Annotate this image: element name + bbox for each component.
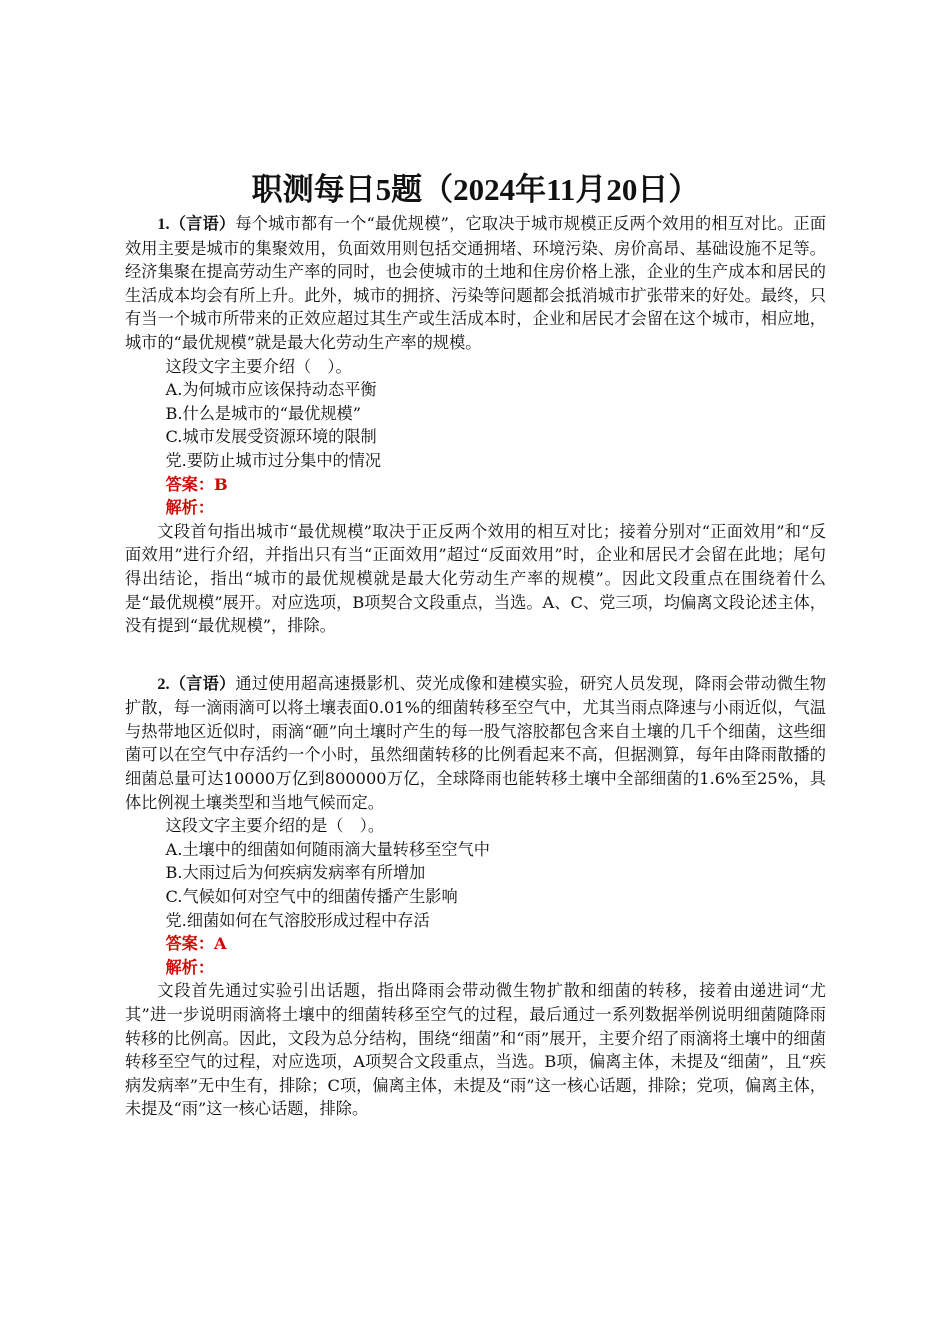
question-1-option-b: B.什么是城市的“最优规模” (165, 403, 361, 423)
question-2-option-b: B.大雨过后为何疾病发病率有所增加 (165, 863, 426, 883)
page-title (125, 170, 826, 210)
title-year-char: 年 (515, 172, 547, 208)
question-1-number: 1. (157, 215, 170, 233)
section-spacer (125, 638, 826, 672)
question-1-option-c: C.城市发展受资源环境的限制 (165, 427, 377, 447)
question-1 (125, 212, 826, 638)
question-2-tag: （言语） (169, 673, 236, 693)
title-year: 2024 (453, 172, 516, 207)
question-1-stem (125, 212, 826, 355)
question-2-analysis: 文段首先通过实验引出话题，指出降雨会带动微生物扩散和细菌的转移，接着由递进词“尤其”进一步说明雨滴将土壤中的细菌转移至空气的过程，最后通过一系列数据举例说明细菌随降雨转移的比例高。因此，文段为总分结构，围绕“细菌”和“雨”展开，主要介绍了雨滴将土壤中的细菌转移至空气的过程，对应选项，A项契合文段重点，当选。B项，偏离主体，未提及“细菌”，且“疾病发病率”无中生有，排除；C项，偏离主体，未提及“雨”这一核心话题，排除；党项，偏离主体，未提及“雨”这一核心话题，排除。 (125, 981, 826, 1119)
title-count: 5 (375, 172, 392, 207)
question-1-option-a: A.为何城市应该保持动态平衡 (165, 380, 377, 400)
question-1-prompt: 这段文字主要介绍（ ）。 (165, 356, 352, 376)
title-mid: 题（ (391, 172, 454, 208)
question-2-number: 2. (157, 674, 170, 693)
question-2-analysis-label: 解析： (165, 957, 215, 977)
title-day-char: 日） (637, 172, 700, 208)
question-2-stem-text: 通过使用超高速摄影机、荧光成像和建模实验，研究人员发现，降雨会带动微生物扩散，每一滴雨滴可以将土壤表面0.01%的细菌转移至空气中，尤其当雨点降速与小雨近似，气温与热带地区近似时，雨滴“砸”向土壤时产生的每一股气溶胶都包含来自土壤的几千个细菌，这些细菌可以在空气中存活约一个小时，虽然细菌转移的比例看起来不高，但据测算，每年由降雨散播的细菌总量可达10000万亿到800000万亿，全球降雨也能转移土壤中全部细菌的1.6%至25%，具体比例视土壤类型和当地气候而定。 (125, 673, 827, 812)
question-2 (125, 672, 826, 1121)
question-1-option-d: 党.要防止城市过分集中的情况 (165, 450, 382, 470)
question-1-answer: 答案：B (165, 474, 228, 494)
title-month: 11 (546, 172, 576, 207)
question-2-option-d: 党.细菌如何在气溶胶形成过程中存活 (165, 910, 430, 930)
question-1-stem-text: 每个城市都有一个“最优规模”，它取决于城市规模正反两个效用的相互对比。正面效用主要是城市的集聚效用，负面效用则包括交通拥堵、环境污染、房价高昂、基础设施不足等。经济集聚在提高劳动生产率的同时，也会使城市的土地和住房价格上涨，企业的生产成本和居民的生活成本均会有所上升。此外，城市的拥挤、污染等问题都会抵消城市扩张带来的好处。最终，只有当一个城市所带来的正效应超过其生产或生活成本时，企业和居民才会留在这个城市，相应地，城市的“最优规模”就是最大化劳动生产率的规模。 (125, 214, 827, 352)
question-2-prompt: 这段文字主要介绍的是（ ）。 (165, 816, 385, 836)
question-1-analysis-label: 解析： (165, 498, 215, 518)
question-2-stem (125, 672, 826, 815)
question-2-option-c: C.气候如何对空气中的细菌传播产生影响 (165, 887, 458, 907)
title-prefix: 职测每日 (251, 172, 376, 208)
question-2-option-a: A.土壤中的细菌如何随雨滴大量转移至空气中 (165, 839, 490, 859)
question-1-tag: （言语） (169, 214, 236, 233)
question-2-answer: 答案：A (165, 934, 227, 954)
title-day: 20 (606, 172, 638, 207)
title-month-char: 月 (575, 172, 607, 208)
question-1-analysis: 文段首句指出城市“最优规模”取决于正反两个效用的相互对比；接着分别对“正面效用”和“反面效用”进行介绍，并指出只有当“正面效用”超过“反面效用”时，企业和居民才会留在此地；尾句得出结论，指出“城市的最优规模就是最大化劳动生产率的规模”。因此文段重点在围绕着什么是“最优规模”展开。对应选项，B项契合文段重点，当选。A、C、党三项，均偏离文段论述主体，没有提到“最优规模”，排除。 (125, 521, 826, 636)
